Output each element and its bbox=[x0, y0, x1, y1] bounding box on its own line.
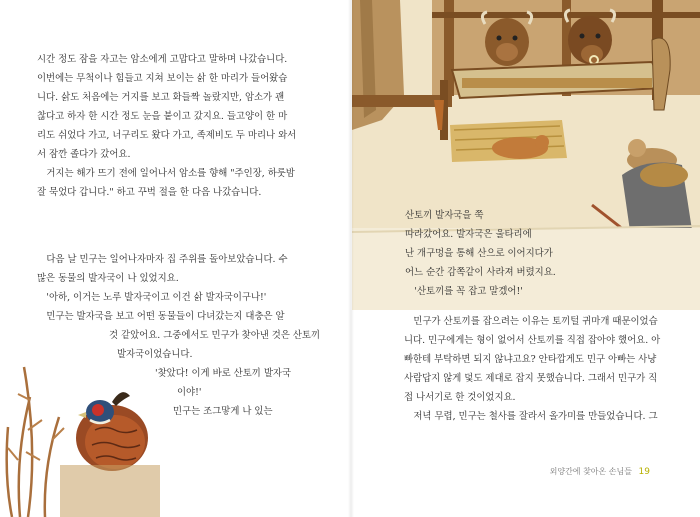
text-line: 거지는 해가 뜨기 전에 일어나서 암소를 향해 "주인장, 하룻밤 bbox=[37, 168, 295, 179]
text-line: 민구가 산토끼를 잡으려는 이유는 토끼털 귀마개 때문이었습 bbox=[404, 316, 658, 327]
right-paragraph-2 bbox=[404, 312, 660, 426]
left-paragraph-1 bbox=[37, 50, 296, 202]
text-line: 잘 묵었다 갑니다." 하고 꾸벅 절을 한 다음 나갔습니다. bbox=[37, 187, 262, 198]
text-line: 민구는 발자국을 보고 어떤 동물들이 다녀갔는지 대충은 알 bbox=[37, 311, 285, 322]
text-line: 따라갔어요. 발자국은 울타리에 bbox=[405, 229, 532, 240]
text-line: 시간 정도 잠을 자고는 암소에게 고맙다고 말하며 나갔습니다. bbox=[37, 54, 288, 65]
text-line: 접 나서기로 한 것이었지요. bbox=[404, 392, 516, 403]
text-line: '아하, 이거는 노루 발자국이고 이건 삵 발자국이구나!' bbox=[37, 292, 267, 303]
text-line: 저녁 무렵, 민구는 철사를 잘라서 올가미를 만들었습니다. 그 bbox=[404, 411, 658, 422]
right-paragraph-1 bbox=[405, 206, 556, 301]
text-line: 많은 동물의 발자국이 나 있었지요. bbox=[37, 273, 179, 284]
text-line: 니다. 삵도 처음에는 거지를 보고 화들짝 놀랐지만, 암소가 괜 bbox=[37, 92, 285, 103]
text-line: 발자국이었습니다. bbox=[117, 349, 193, 360]
page-number: 19 bbox=[638, 467, 650, 477]
page-footer bbox=[550, 466, 650, 477]
text-line: 서 잠깐 졸다가 갔어요. bbox=[37, 149, 131, 160]
text-line: 빠한테 부탁하면 되지 않냐고요? 안타깝게도 민구 아빠는 사냥 bbox=[404, 354, 657, 365]
text-line: 산토끼 발자국을 쭉 bbox=[405, 210, 484, 221]
text-line: 니다. 민구에게는 형이 없어서 산토끼를 직접 잡아야 했어요. 아 bbox=[404, 335, 661, 346]
text-line: 난 개구멍을 통해 산으로 이어지다가 bbox=[405, 248, 553, 259]
text-line: 다음 날 민구는 일어나자마자 집 주위를 돌아보았습니다. 수 bbox=[37, 254, 288, 265]
text-line: 어느 순간 감쪽같이 사라져 버렸지요. bbox=[405, 267, 556, 278]
footer-title: 외양간에 찾아온 손님들 bbox=[549, 467, 632, 476]
text-line: 민구는 조그맣게 나 있는 bbox=[173, 406, 273, 417]
text-line: 리도 쉬었다 가고, 너구리도 왔다 가고, 족제비도 두 마리나 와서 bbox=[37, 130, 297, 141]
text-line: 사람답지 않게 덫도 제대로 잡지 못했습니다. 그래서 민구가 직 bbox=[404, 373, 658, 384]
text-line: 찮다고 하자 한 시간 정도 눈을 붙이고 갔지요. 들고양이 한 마 bbox=[37, 111, 288, 122]
text-line: '찾았다! 이게 바로 산토끼 발자국 bbox=[155, 368, 291, 379]
text-line: '산토끼를 꼭 잡고 말겠어!' bbox=[405, 286, 523, 297]
text-line: 이번에는 무척이나 힘들고 지쳐 보이는 삵 한 마리가 들어왔습 bbox=[37, 73, 288, 84]
page-gutter bbox=[348, 0, 354, 517]
text-line: 것 같았어요. 그중에서도 민구가 찾아낸 것은 산토끼 bbox=[109, 330, 321, 341]
left-paragraph-2 bbox=[37, 250, 320, 421]
text-line: 이야!' bbox=[177, 387, 202, 398]
